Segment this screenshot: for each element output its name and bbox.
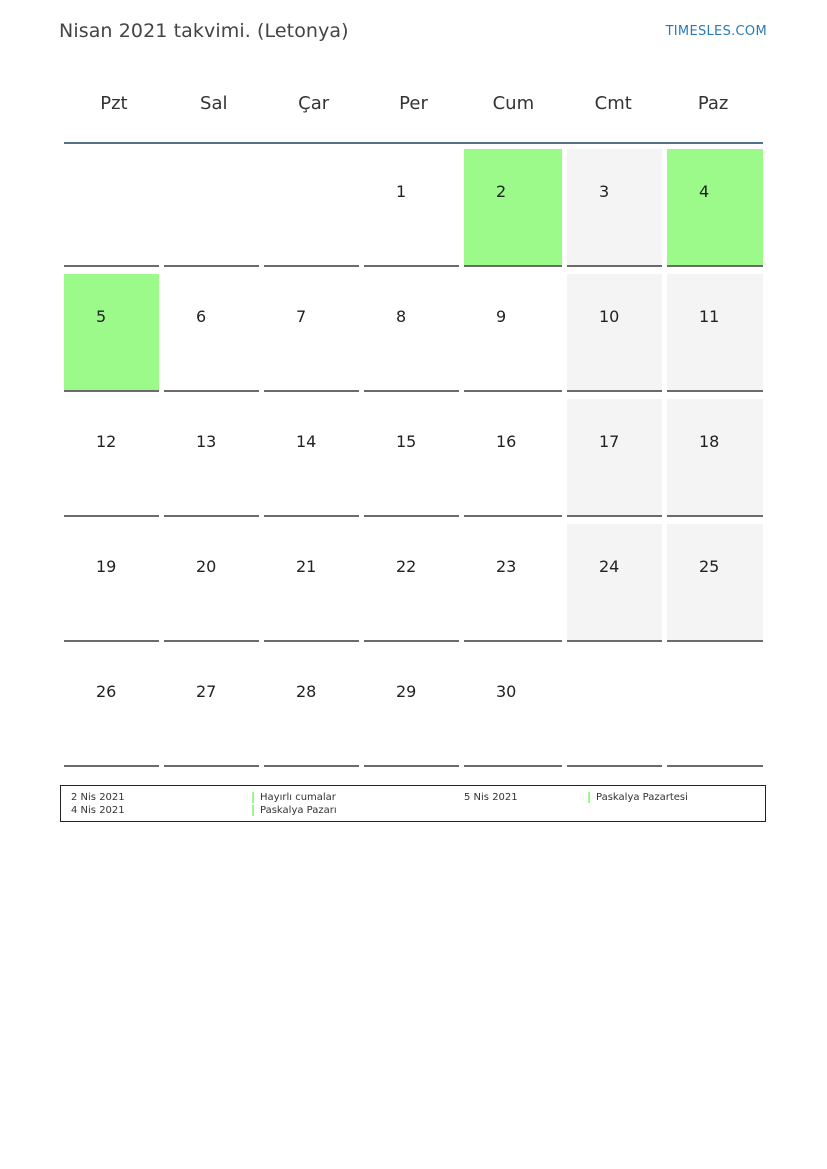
- week-row: [64, 519, 763, 644]
- weekday-label: Pzt: [100, 93, 128, 114]
- day-number: 5: [96, 307, 107, 326]
- legend-date: 5 Nis 2021: [464, 792, 518, 803]
- day-cell[interactable]: [264, 524, 359, 642]
- legend-holiday-name: Hayırlı cumalar: [260, 792, 336, 803]
- empty-day-cell: [667, 649, 763, 767]
- weekday-label: Cmt: [594, 93, 632, 114]
- day-number: 26: [96, 682, 117, 701]
- legend-holiday-name: Paskalya Pazartesi: [596, 792, 688, 803]
- day-cell[interactable]: [464, 524, 562, 642]
- weekday-label: Sal: [200, 93, 228, 114]
- day-cell[interactable]: [464, 399, 562, 517]
- day-number: 19: [96, 557, 117, 576]
- empty-day-cell: [567, 649, 662, 767]
- day-cell[interactable]: [164, 524, 259, 642]
- brand-link[interactable]: TIMESLES.COM: [665, 24, 767, 39]
- day-cell[interactable]: [667, 274, 763, 392]
- day-cell[interactable]: [567, 399, 662, 517]
- holiday-day-cell[interactable]: [64, 274, 159, 392]
- week-row: [64, 269, 763, 394]
- day-number: 16: [496, 432, 517, 451]
- day-number: 3: [599, 182, 610, 201]
- day-number: 28: [296, 682, 317, 701]
- empty-day-cell: [264, 149, 359, 267]
- day-cell[interactable]: [264, 274, 359, 392]
- day-number: 30: [496, 682, 517, 701]
- day-number: 24: [599, 557, 620, 576]
- holiday-day-cell[interactable]: [464, 149, 562, 267]
- weekday-label: Per: [399, 93, 428, 114]
- legend-holiday-name: Paskalya Pazarı: [260, 805, 337, 816]
- week-row: [64, 644, 763, 769]
- day-number: 7: [296, 307, 307, 326]
- week-row: [64, 144, 763, 269]
- weekday-label: Cum: [492, 93, 535, 114]
- empty-day-cell: [64, 149, 159, 267]
- day-number: 13: [196, 432, 217, 451]
- day-cell[interactable]: [364, 274, 459, 392]
- day-cell[interactable]: [64, 649, 159, 767]
- day-cell[interactable]: [464, 649, 562, 767]
- day-cell[interactable]: [64, 399, 159, 517]
- day-number: 4: [699, 182, 710, 201]
- day-cell[interactable]: [64, 524, 159, 642]
- day-number: 9: [496, 307, 507, 326]
- day-number: 27: [196, 682, 217, 701]
- day-cell[interactable]: [264, 649, 359, 767]
- day-cell[interactable]: [667, 524, 763, 642]
- legend-date: 2 Nis 2021: [71, 792, 125, 803]
- day-cell[interactable]: [364, 649, 459, 767]
- day-cell[interactable]: [164, 649, 259, 767]
- day-number: 11: [699, 307, 720, 326]
- day-number: 20: [196, 557, 217, 576]
- page-title: Nisan 2021 takvimi. (Letonya): [59, 20, 349, 42]
- day-number: 25: [699, 557, 720, 576]
- day-cell[interactable]: [464, 274, 562, 392]
- day-cell[interactable]: [567, 524, 662, 642]
- day-number: 14: [296, 432, 317, 451]
- legend-color-marker: [588, 792, 590, 803]
- day-number: 10: [599, 307, 620, 326]
- day-cell[interactable]: [364, 149, 459, 267]
- day-cell[interactable]: [164, 274, 259, 392]
- weekday-label: Paz: [697, 93, 729, 114]
- day-cell[interactable]: [364, 399, 459, 517]
- holiday-day-cell[interactable]: [667, 149, 763, 267]
- day-cell[interactable]: [667, 399, 763, 517]
- day-number: 21: [296, 557, 317, 576]
- legend-color-marker: [252, 792, 254, 803]
- day-cell[interactable]: [264, 399, 359, 517]
- day-number: 2: [496, 182, 507, 201]
- day-cell[interactable]: [567, 149, 662, 267]
- day-number: 8: [396, 307, 407, 326]
- day-number: 18: [699, 432, 720, 451]
- day-number: 17: [599, 432, 620, 451]
- day-number: 12: [96, 432, 117, 451]
- day-number: 23: [496, 557, 517, 576]
- day-cell[interactable]: [567, 274, 662, 392]
- legend-color-marker: [252, 805, 254, 816]
- day-cell[interactable]: [164, 399, 259, 517]
- day-number: 22: [396, 557, 417, 576]
- day-number: 15: [396, 432, 417, 451]
- day-number: 1: [396, 182, 407, 201]
- day-number: 29: [396, 682, 417, 701]
- empty-day-cell: [164, 149, 259, 267]
- holiday-legend: [60, 785, 766, 822]
- day-number: 6: [196, 307, 207, 326]
- weeks-container: [64, 144, 763, 769]
- legend-date: 4 Nis 2021: [71, 805, 125, 816]
- week-row: [64, 394, 763, 519]
- calendar-grid: [64, 80, 763, 769]
- weekday-label: Çar: [298, 93, 330, 114]
- day-cell[interactable]: [364, 524, 459, 642]
- weekday-header-row: [64, 80, 763, 144]
